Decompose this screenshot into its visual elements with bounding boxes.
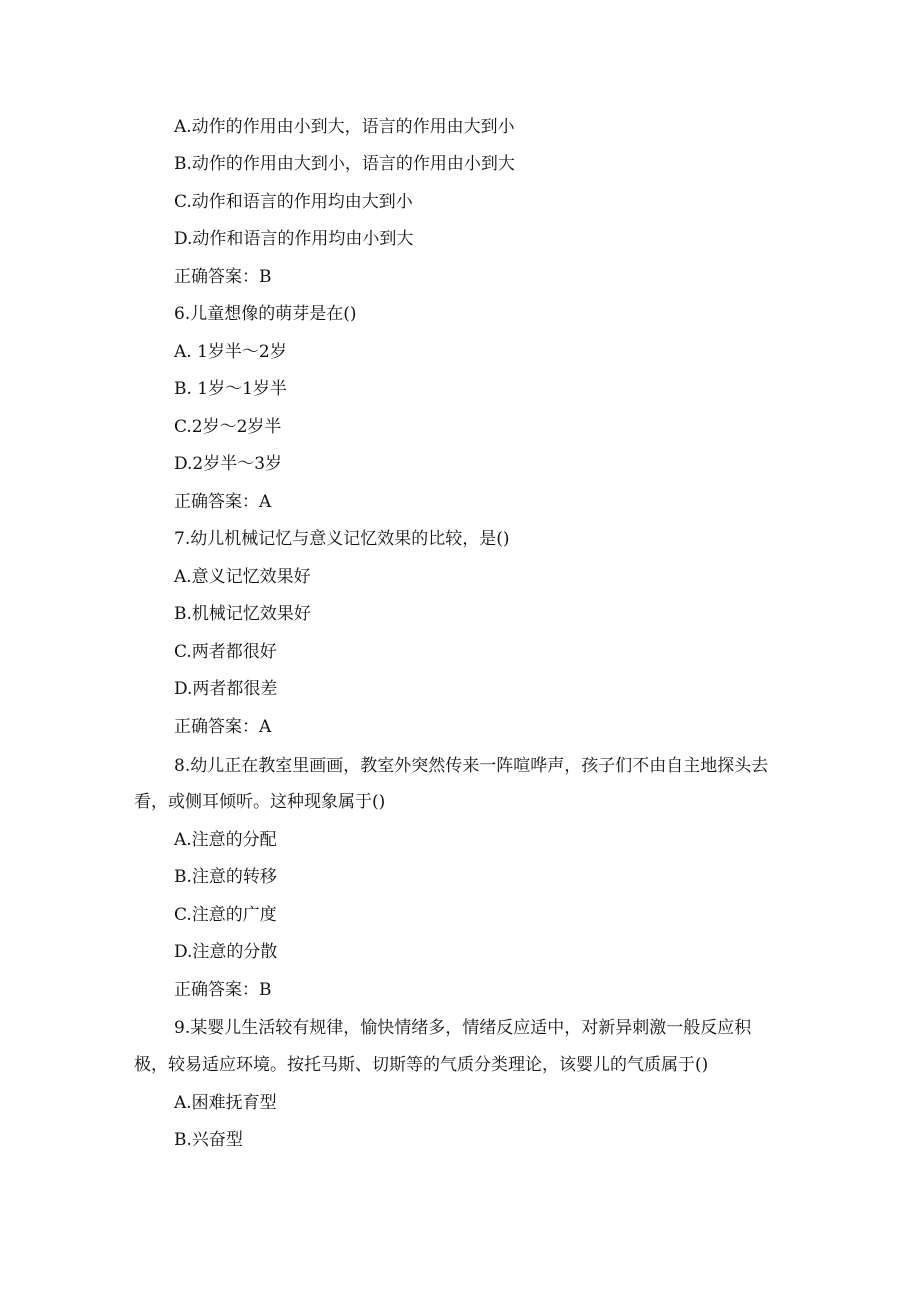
q8-answer: 正确答案：B (174, 980, 272, 1000)
q5-option-d: D.动作和语言的作用均由小到大 (174, 229, 414, 249)
q7-option-b: B.机械记忆效果好 (174, 604, 311, 624)
q9-question-line1: 9.某婴儿生活较有规律，愉快情绪多，情绪反应适中，对新异刺激一般反应积 (174, 1018, 752, 1038)
q9-option-a: A.困难抚育型 (174, 1093, 277, 1113)
q6-question: 6.儿童想像的萌芽是在() (174, 304, 357, 324)
q7-answer: 正确答案：A (174, 717, 272, 737)
q8-option-c: C.注意的广度 (174, 905, 277, 925)
q5-option-a: A.动作的作用由小到大，语言的作用由大到小 (174, 117, 515, 137)
q5-option-b: B.动作的作用由大到小，语言的作用由小到大 (174, 154, 515, 174)
q6-option-a: A. 1岁半～2岁 (174, 342, 287, 362)
q9-option-b: B.兴奋型 (174, 1130, 243, 1150)
q8-option-b: B.注意的转移 (174, 867, 277, 887)
q6-option-b: B. 1岁～1岁半 (174, 379, 287, 399)
q9-question-line2: 极，较易适应环境。按托马斯、切斯等的气质分类理论，该婴儿的气质属于() (134, 1055, 709, 1075)
q7-option-d: D.两者都很差 (174, 679, 278, 699)
q8-option-a: A.注意的分配 (174, 830, 277, 850)
q7-question: 7.幼儿机械记忆与意义记忆效果的比较，是() (174, 529, 510, 549)
q7-option-c: C.两者都很好 (174, 642, 277, 662)
q8-option-d: D.注意的分散 (174, 942, 278, 962)
q5-option-c: C.动作和语言的作用均由大到小 (174, 192, 413, 212)
q6-option-c: C.2岁～2岁半 (174, 417, 282, 437)
q8-question-line1: 8.幼儿正在教室里画画，教室外突然传来一阵喧哗声，孩子们不由自主地探头去 (174, 756, 769, 776)
q5-answer: 正确答案：B (174, 267, 272, 287)
q7-option-a: A.意义记忆效果好 (174, 567, 311, 587)
q6-answer: 正确答案：A (174, 492, 272, 512)
q6-option-d: D.2岁半～3岁 (174, 454, 283, 474)
q8-question-line2: 看，或侧耳倾听。这种现象属于() (134, 792, 386, 812)
